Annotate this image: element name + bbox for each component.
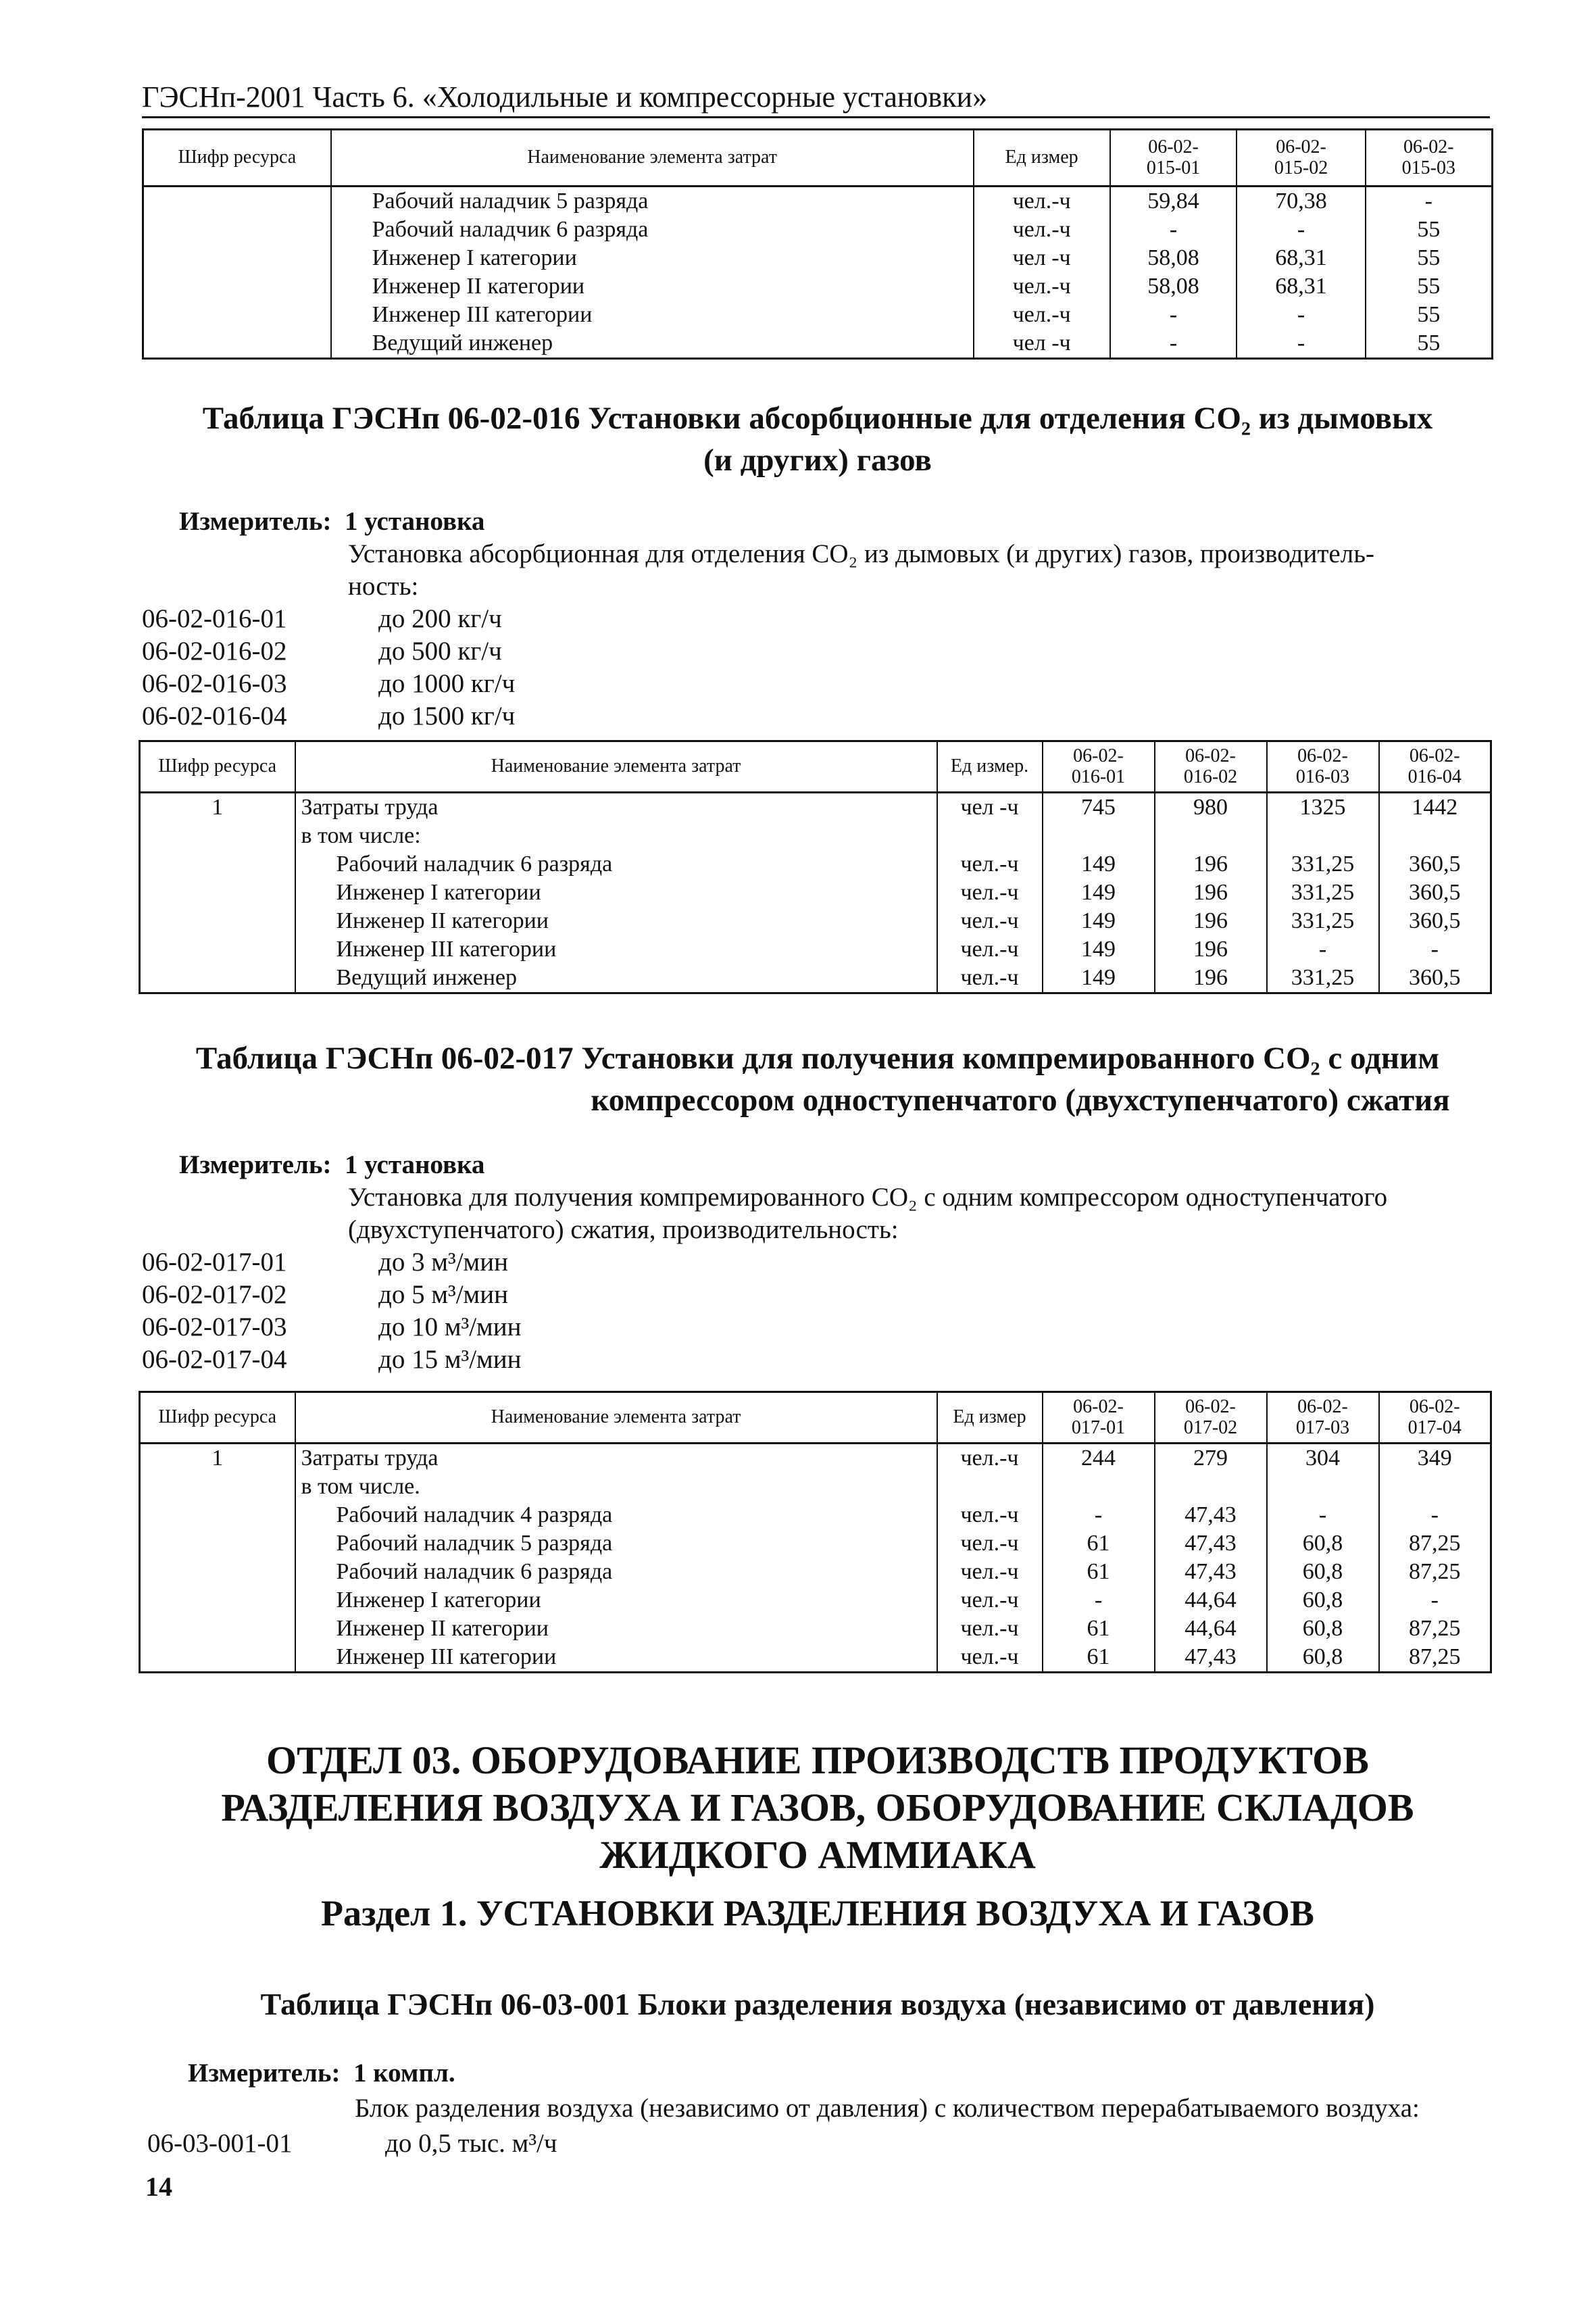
table-301-title: Таблица ГЭСНп 06-03-001 Блоки разделения воздуха (независимо от давления) <box>260 1987 1375 2021</box>
table-cell: 68,31 <box>1237 272 1365 301</box>
section-heading <box>142 1737 1493 1879</box>
table-cell: 58,08 <box>1110 272 1237 301</box>
table-row <box>140 1643 1491 1673</box>
table-row <box>143 272 1493 301</box>
table-cell <box>140 1643 295 1673</box>
table-cell: чел.-ч <box>937 1529 1043 1558</box>
table-cell <box>140 964 295 993</box>
table-cell <box>1267 822 1379 850</box>
table-cell: 44,64 <box>1155 1615 1267 1643</box>
table-cell: - <box>1237 301 1365 329</box>
table-cell: Ведущий инженер <box>295 964 937 993</box>
table-cell: чел.-ч <box>937 1586 1043 1615</box>
table-cell <box>143 329 331 359</box>
table-cell <box>140 850 295 879</box>
table-cell: 196 <box>1155 850 1267 879</box>
table-cell: чел.-ч <box>937 879 1043 907</box>
table-cell: 55 <box>1366 272 1493 301</box>
table-cell: - <box>1366 187 1493 216</box>
column-header: 06-02- 016-04 <box>1379 741 1491 793</box>
table-header-row <box>140 741 1491 793</box>
table-cell: 47,43 <box>1155 1558 1267 1586</box>
table-cell: 61 <box>1043 1643 1155 1673</box>
table-016 <box>139 740 1492 994</box>
column-header: 06-02- 015-03 <box>1366 130 1493 187</box>
table-017-description <box>348 1181 1497 1246</box>
code-text: до 1500 кг/ч <box>378 701 516 731</box>
table-row <box>143 329 1493 359</box>
table-cell: 55 <box>1366 244 1493 272</box>
table-cell: 279 <box>1155 1444 1267 1473</box>
code: 06-02-016-03 <box>142 669 287 698</box>
section-line-3: ЖИДКОГО АММИАКА <box>599 1833 1036 1877</box>
table-cell: Инженер III категории <box>295 935 937 964</box>
table-row <box>140 1501 1491 1529</box>
table-cell: 331,25 <box>1267 879 1379 907</box>
section-line-2: РАЗДЕЛЕНИЯ ВОЗДУХА И ГАЗОВ, ОБОРУДОВАНИЕ СКЛАДОВ <box>221 1786 1414 1829</box>
table-015 <box>142 128 1493 360</box>
table-cell: 331,25 <box>1267 964 1379 993</box>
table-row <box>140 850 1491 879</box>
table-cell: Рабочий наладчик 6 разряда <box>295 1558 937 1586</box>
table-cell: чел.-ч <box>937 1643 1043 1673</box>
table-cell <box>1155 1473 1267 1501</box>
table-cell <box>937 822 1043 850</box>
column-header: Ед измер <box>974 130 1110 187</box>
code: 06-02-017-04 <box>142 1345 287 1374</box>
measure-label: Измеритель: <box>188 2059 341 2088</box>
table-cell: 1 <box>140 793 295 822</box>
table-cell: - <box>1379 935 1491 964</box>
table-header-row <box>140 1392 1491 1444</box>
table-row <box>140 793 1491 822</box>
table-cell: 360,5 <box>1379 850 1491 879</box>
table-cell: 55 <box>1366 216 1493 244</box>
table-row <box>140 1586 1491 1615</box>
code: 06-02-017-01 <box>142 1248 287 1277</box>
table-cell: - <box>1267 935 1379 964</box>
table-cell: - <box>1237 216 1365 244</box>
code: 06-02-016-01 <box>142 604 287 633</box>
title-line-2: (и других) газов <box>703 443 932 478</box>
table-cell <box>1043 1473 1155 1501</box>
table-cell: чел.-ч <box>937 964 1043 993</box>
table-cell <box>937 1473 1043 1501</box>
razdel-heading: Раздел 1. УСТАНОВКИ РАЗДЕЛЕНИЯ ВОЗДУХА И ГАЗОВ <box>321 1893 1314 1934</box>
table-cell: Инженер I категории <box>295 879 937 907</box>
table-row <box>143 187 1493 216</box>
table-cell: 331,25 <box>1267 907 1379 935</box>
column-header: Наименование элемента затрат <box>295 741 937 793</box>
table-cell: - <box>1237 329 1365 359</box>
table-cell: 58,08 <box>1110 244 1237 272</box>
column-header: 06-02- 017-04 <box>1379 1392 1491 1444</box>
table-cell: 60,8 <box>1267 1529 1379 1558</box>
code-text: до 3 м³/мин <box>378 1248 508 1277</box>
table-cell: 55 <box>1366 329 1493 359</box>
table-cell <box>143 272 331 301</box>
table-cell <box>140 879 295 907</box>
table-cell <box>143 187 331 216</box>
table-row <box>140 1444 1491 1473</box>
table-cell <box>140 935 295 964</box>
table-cell: 349 <box>1379 1444 1491 1473</box>
code-text: до 0,5 тыс. м³/ч <box>385 2129 557 2158</box>
table-row <box>140 1558 1491 1586</box>
code-row <box>142 668 515 700</box>
table-cell: 55 <box>1366 301 1493 329</box>
table-017 <box>139 1391 1492 1673</box>
measure-value: 1 установка <box>344 1150 485 1179</box>
code-text: до 500 кг/ч <box>378 637 502 666</box>
table-cell: 47,43 <box>1155 1643 1267 1673</box>
table-cell <box>143 301 331 329</box>
table-cell <box>143 216 331 244</box>
table-cell: 87,25 <box>1379 1558 1491 1586</box>
column-header: Наименование элемента затрат <box>295 1392 937 1444</box>
section-line-1: ОТДЕЛ 03. ОБОРУДОВАНИЕ ПРОИЗВОДСТВ ПРОДУКТОВ <box>266 1738 1369 1782</box>
code-row <box>142 1311 521 1344</box>
table-cell: Инженер I категории <box>331 244 974 272</box>
table-cell: 149 <box>1043 964 1155 993</box>
table-cell <box>1155 822 1267 850</box>
table-header-row <box>143 130 1493 187</box>
table-cell: 304 <box>1267 1444 1379 1473</box>
table-cell: чел -ч <box>937 793 1043 822</box>
table-cell: 360,5 <box>1379 964 1491 993</box>
table-cell: 360,5 <box>1379 879 1491 907</box>
column-header: Наименование элемента затрат <box>331 130 974 187</box>
table-cell: чел.-ч <box>974 272 1110 301</box>
table-cell: 44,64 <box>1155 1586 1267 1615</box>
column-header: 06-02- 017-01 <box>1043 1392 1155 1444</box>
code: 06-02-017-02 <box>142 1280 287 1309</box>
table-cell: - <box>1110 301 1237 329</box>
table-cell: в том числе: <box>295 822 937 850</box>
table-301-code-row <box>147 2127 557 2160</box>
table-cell: - <box>1379 1586 1491 1615</box>
title-line-1: Таблица ГЭСНп 06-02-017 Установки для получения компремированного CO₂ с одним <box>195 1041 1440 1076</box>
measure-value: 1 компл. <box>353 2059 455 2088</box>
column-header: Ед измер <box>937 1392 1043 1444</box>
table-cell: - <box>1267 1501 1379 1529</box>
table-cell: Инженер II категории <box>295 1615 937 1643</box>
code-row <box>142 635 515 668</box>
table-cell: 196 <box>1155 964 1267 993</box>
measure-label: Измеритель: <box>179 507 332 536</box>
table-cell: - <box>1043 1586 1155 1615</box>
code-row <box>142 603 515 635</box>
table-row <box>140 935 1491 964</box>
table-cell: 70,38 <box>1237 187 1365 216</box>
table-cell: чел.-ч <box>974 216 1110 244</box>
table-cell: чел.-ч <box>937 935 1043 964</box>
table-cell: - <box>1043 1501 1155 1529</box>
table-cell: 1325 <box>1267 793 1379 822</box>
title-line-1: Таблица ГЭСНп 06-02-016 Установки абсорбционные для отделения CO₂ из дымовых <box>202 401 1433 436</box>
table-cell: чел.-ч <box>937 907 1043 935</box>
table-cell: 68,31 <box>1237 244 1365 272</box>
code-text: до 15 м³/мин <box>378 1345 522 1374</box>
table-cell <box>1379 822 1491 850</box>
table-row <box>140 1529 1491 1558</box>
code-row <box>142 1279 521 1311</box>
table-cell: чел -ч <box>974 244 1110 272</box>
desc-line-1: Установка для получения компремированного CO₂ с одним компрессором одноступенчатого <box>348 1183 1388 1212</box>
table-017-codes <box>142 1246 521 1376</box>
table-cell: Инженер III категории <box>331 301 974 329</box>
table-cell <box>1043 822 1155 850</box>
table-cell: 59,84 <box>1110 187 1237 216</box>
code-text: до 10 м³/мин <box>378 1312 522 1341</box>
table-cell: 149 <box>1043 850 1155 879</box>
table-cell: 149 <box>1043 907 1155 935</box>
table-cell: чел.-ч <box>937 1615 1043 1643</box>
table-cell: 47,43 <box>1155 1529 1267 1558</box>
table-cell <box>140 907 295 935</box>
table-cell: 745 <box>1043 793 1155 822</box>
table-cell <box>140 1586 295 1615</box>
table-cell: 244 <box>1043 1444 1155 1473</box>
column-header: Шифр ресурса <box>140 1392 295 1444</box>
code-text: до 200 кг/ч <box>378 604 502 633</box>
code-text: до 1000 кг/ч <box>378 669 516 698</box>
table-016-codes <box>142 603 515 733</box>
code-row <box>142 1344 521 1376</box>
table-cell: Инженер I категории <box>295 1586 937 1615</box>
table-row <box>143 301 1493 329</box>
column-header: 06-02- 016-03 <box>1267 741 1379 793</box>
table-cell: 61 <box>1043 1615 1155 1643</box>
table-cell: Затраты труда <box>295 793 937 822</box>
desc-line-2: (двухступенчатого) сжатия, производительность: <box>348 1215 899 1244</box>
desc-line-2: ность: <box>348 572 419 601</box>
table-cell: чел.-ч <box>974 301 1110 329</box>
table-cell: 87,25 <box>1379 1643 1491 1673</box>
table-row <box>140 879 1491 907</box>
table-cell: 360,5 <box>1379 907 1491 935</box>
table-cell: 87,25 <box>1379 1615 1491 1643</box>
table-301-description: Блок разделения воздуха (независимо от давления) с количеством перерабатываемого воздуха: <box>355 2094 1420 2123</box>
column-header: 06-02- 015-01 <box>1110 130 1237 187</box>
table-cell: чел -ч <box>974 329 1110 359</box>
table-cell: Ведущий инженер <box>331 329 974 359</box>
table-cell: 61 <box>1043 1558 1155 1586</box>
running-header: ГЭСНп-2001 Часть 6. «Холодильные и компрессорные установки» <box>142 80 988 114</box>
table-row <box>143 244 1493 272</box>
table-cell: 196 <box>1155 907 1267 935</box>
code: 06-02-016-04 <box>142 701 287 731</box>
column-header: 06-02- 016-01 <box>1043 741 1155 793</box>
header-rule <box>142 116 1490 118</box>
table-cell: чел.-ч <box>937 1444 1043 1473</box>
table-cell <box>140 1615 295 1643</box>
table-cell: Инженер II категории <box>295 907 937 935</box>
table-cell: 60,8 <box>1267 1586 1379 1615</box>
table-cell: Затраты труда <box>295 1444 937 1473</box>
table-016-description <box>348 538 1497 603</box>
table-016-measure <box>179 506 484 538</box>
column-header: Шифр ресурса <box>140 741 295 793</box>
table-cell: 60,8 <box>1267 1643 1379 1673</box>
column-header: 06-02- 017-02 <box>1155 1392 1267 1444</box>
table-cell: 1 <box>140 1444 295 1473</box>
table-row <box>140 1615 1491 1643</box>
page-number: 14 <box>145 2171 172 2202</box>
table-cell: в том числе. <box>295 1473 937 1501</box>
table-cell: 331,25 <box>1267 850 1379 879</box>
table-cell: чел.-ч <box>937 1558 1043 1586</box>
table-cell <box>1267 1473 1379 1501</box>
table-cell: Рабочий наладчик 5 разряда <box>331 187 974 216</box>
table-cell <box>140 822 295 850</box>
table-row <box>140 1473 1491 1501</box>
table-cell <box>143 244 331 272</box>
table-cell: Рабочий наладчик 5 разряда <box>295 1529 937 1558</box>
table-cell <box>140 1558 295 1586</box>
table-cell: - <box>1110 216 1237 244</box>
table-cell: Инженер III категории <box>295 1643 937 1673</box>
table-cell: 196 <box>1155 879 1267 907</box>
code-row <box>142 700 515 733</box>
desc-line-1: Установка абсорбционная для отделения CO₂ из дымовых (и других) газов, производитель- <box>348 539 1374 568</box>
table-cell: чел.-ч <box>937 1501 1043 1529</box>
table-cell: 1442 <box>1379 793 1491 822</box>
code: 06-03-001-01 <box>147 2129 293 2158</box>
table-row <box>140 907 1491 935</box>
measure-value: 1 установка <box>344 507 485 536</box>
table-cell: 61 <box>1043 1529 1155 1558</box>
column-header: 06-02- 015-02 <box>1237 130 1365 187</box>
code: 06-02-016-02 <box>142 637 287 666</box>
table-cell <box>140 1529 295 1558</box>
table-cell: 47,43 <box>1155 1501 1267 1529</box>
table-016-title <box>142 397 1493 481</box>
table-row <box>140 822 1491 850</box>
table-cell <box>1379 1473 1491 1501</box>
table-cell: Инженер II категории <box>331 272 974 301</box>
table-cell: чел.-ч <box>937 850 1043 879</box>
table-cell: 149 <box>1043 935 1155 964</box>
table-301-measure <box>188 2057 455 2090</box>
code-text: до 5 м³/мин <box>378 1280 508 1309</box>
table-cell: Рабочий наладчик 4 разряда <box>295 1501 937 1529</box>
table-cell: - <box>1110 329 1237 359</box>
table-cell: 87,25 <box>1379 1529 1491 1558</box>
table-cell: - <box>1379 1501 1491 1529</box>
column-header: Ед измер. <box>937 741 1043 793</box>
table-017-measure <box>179 1149 484 1181</box>
table-cell <box>140 1501 295 1529</box>
column-header: 06-02- 017-03 <box>1267 1392 1379 1444</box>
table-cell: 60,8 <box>1267 1558 1379 1586</box>
table-cell: Рабочий наладчик 6 разряда <box>331 216 974 244</box>
code: 06-02-017-03 <box>142 1312 287 1341</box>
table-cell: 149 <box>1043 879 1155 907</box>
table-cell: 980 <box>1155 793 1267 822</box>
table-cell: 196 <box>1155 935 1267 964</box>
table-cell: 60,8 <box>1267 1615 1379 1643</box>
column-header: Шифр ресурса <box>143 130 331 187</box>
table-cell: Рабочий наладчик 6 разряда <box>295 850 937 879</box>
table-cell: чел.-ч <box>974 187 1110 216</box>
title-line-2: компрессором одноступенчатого (двухступенчатого) сжатия <box>591 1083 1450 1118</box>
measure-label: Измеритель: <box>179 1150 332 1179</box>
table-row <box>140 964 1491 993</box>
table-cell <box>140 1473 295 1501</box>
column-header: 06-02- 016-02 <box>1155 741 1267 793</box>
code-row <box>142 1246 521 1279</box>
table-row <box>143 216 1493 244</box>
table-017-title <box>142 1037 1493 1121</box>
